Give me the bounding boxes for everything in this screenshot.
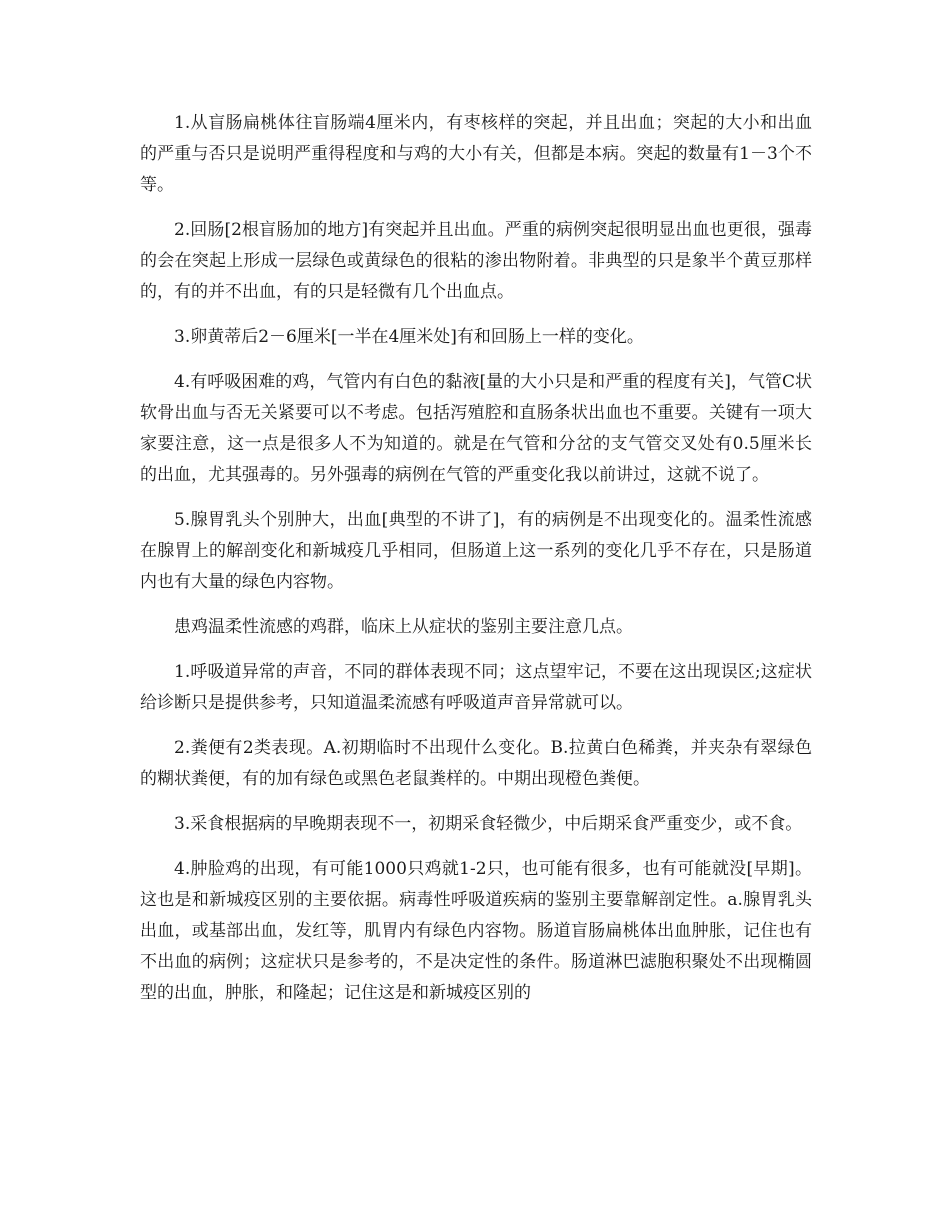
paragraph-8: 2.粪便有2类表现。A.初期临时不出现什么变化。B.拉黄白色稀粪，并夹杂有翠绿色的糊状粪便，有的加有绿色或黑色老鼠粪样的。中期出现橙色粪便。 — [140, 738, 812, 789]
paragraph-4: 4.有呼吸困难的鸡，气管内有白色的黏液[量的大小只是和严重的程度有关]，气管C状软骨出血与否无关紧要可以不考虑。包括泻殖腔和直肠条状出血也不重要。关键有一项大家要注意，这一点是很多人不为知道的。就是在气管和分岔的支气管交叉处有0.5厘米长的出血，尤其强毒的。另外强毒的病例在气管的严重变化我以前讲过，这就不说了。 — [140, 372, 812, 485]
paragraph-9: 3.采食根据病的早晚期表现不一，初期采食轻微少，中后期采食严重变少，或不食。 — [174, 814, 803, 834]
paragraph-1: 1.从盲肠扁桃体往盲肠端4厘米内，有枣核样的突起，并且出血；突起的大小和出血的严重与否只是说明严重得程度和与鸡的大小有关，但都是本病。突起的数量有1－3个不等。 — [140, 113, 812, 195]
document-page — [140, 108, 812, 1023]
paragraph-7: 1.呼吸道异常的声音，不同的群体表现不同；这点望牢记，不要在这出现误区;这症状给诊断只是提供参考，只知道温柔流感有呼吸道声音异常就可以。 — [140, 662, 812, 713]
paragraph-3: 3.卵黄蒂后2－6厘米[一半在4厘米处]有和回肠上一样的变化。 — [174, 327, 644, 347]
paragraph-10: 4.肿脸鸡的出现，有可能1000只鸡就1-2只，也可能有很多，也有可能就没[早期]。这也是和新城疫区别的主要依据。病毒性呼吸道疾病的鉴别主要靠解剖定性。a.腺胃乳头出血，或基部出血，发红等，肌胃内有绿色内容物。肠道盲肠扁桃体出血肿胀，记住也有不出血的病例；这症状只是参考的，不是决定性的条件。肠道淋巴滤胞积聚处不出现椭圆型的出血，肿胀，和隆起；记住这是和新城疫区别的 — [140, 859, 812, 1003]
paragraph-5: 5.腺胃乳头个别肿大，出血[典型的不讲了]，有的病例是不出现变化的。温柔性流感在腺胃上的解剖变化和新城疫几乎相同，但肠道上这一系列的变化几乎不存在，只是肠道内也有大量的绿色内容物。 — [140, 510, 812, 592]
paragraph-2: 2.回肠[2根盲肠加的地方]有突起并且出血。严重的病例突起很明显出血也更很，强毒的会在突起上形成一层绿色或黄绿色的很粘的渗出物附着。非典型的只是象半个黄豆那样的，有的并不出血，有的只是轻微有几个出血点。 — [140, 220, 812, 302]
paragraph-6: 患鸡温柔性流感的鸡群，临床上从症状的鉴别主要注意几点。 — [174, 617, 633, 637]
